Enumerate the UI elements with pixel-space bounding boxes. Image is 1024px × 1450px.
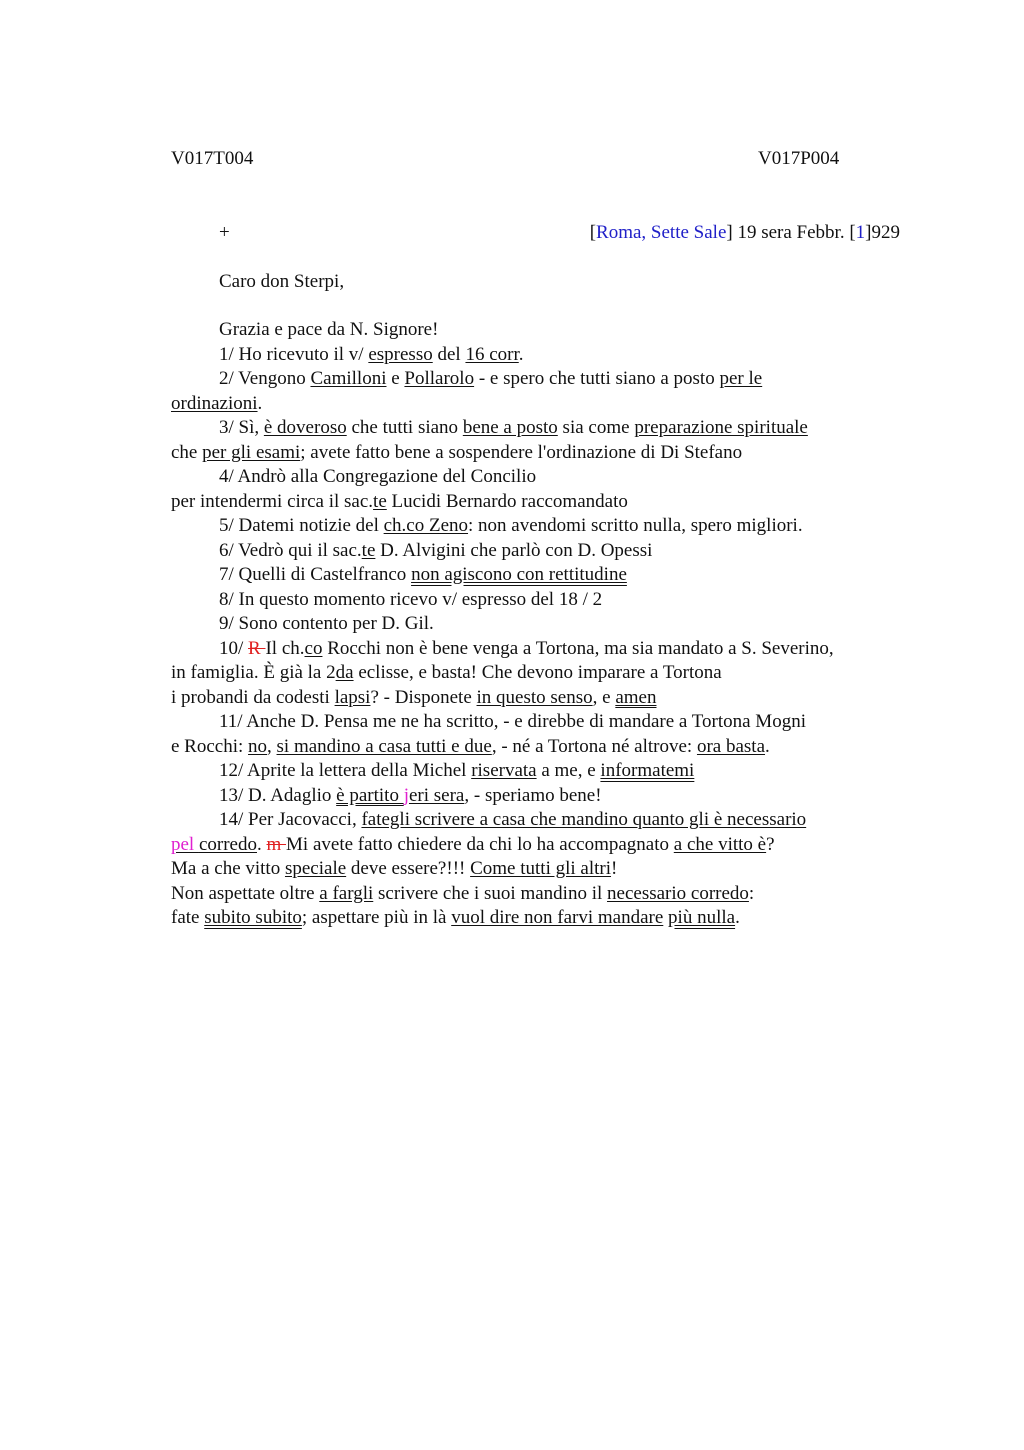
letter-line [171,539,911,564]
text-segment: amen [615,686,657,708]
text-segment: fate [171,907,205,928]
letter-line [171,710,911,735]
letter-line [171,612,911,637]
text-segment: che tutti siano [346,417,463,438]
text-segment: ! [611,858,618,879]
letter-line [171,833,911,858]
letter-line [171,661,911,686]
text-segment: ; avete fatto bene a sospendere l'ordinazione di Di Stefano [300,441,743,463]
text-segment: 7/ Quelli di Castelfranco [219,564,412,585]
text-segment: D. Alvigini che parlò con D. Opessi [375,539,653,561]
dateline-year-insert: 1 [855,222,866,243]
text-segment: . [257,833,267,855]
text-segment: , e [592,686,616,708]
text-segment: è partito [336,784,404,806]
text-segment: 10/ [219,637,249,659]
text-segment: lapsi [334,686,371,708]
letter-line [171,686,911,711]
text-segment: co [304,637,323,659]
text-segment: ordinazioni [171,392,258,414]
dateline-date: 19 sera Febbr. [737,222,845,243]
text-segment: Rocchi non è bene venga a Tortona, ma sia mandato a S. Severino, [322,637,834,659]
text-segment: per gli esami [202,441,301,463]
text-segment: 11/ Anche D. Pensa me ne ha scritto, - e direbbe di mandare a Tortona Mogni [219,711,806,732]
dateline: [Roma, Sette Sale] 19 sera Febbr. [1]929 [589,222,900,243]
text-segment: . [735,907,740,928]
text-segment: vuol dire non farvi mandare [451,907,664,928]
text-segment: ch.co Zeno [383,515,469,536]
letter-line [171,784,911,809]
text-segment: 8/ In questo momento ricevo v/ espresso del 18 / 2 [219,588,603,610]
text-segment: Pollarolo [404,368,475,389]
text-segment: Grazia e pace da N. Signore! [219,319,439,340]
text-segment: i probandi da codesti [171,686,335,708]
text-segment: 4/ Andrò alla Congregazione del Concilio [219,466,537,487]
letter-line [171,637,911,662]
text-segment: 13/ D. Adaglio [219,784,337,806]
letter-line [171,588,911,613]
text-segment: corredo [198,833,257,855]
text-segment: 12/ Aprite la lettera della Michel [219,760,472,781]
text-segment: ; aspettare più in là [301,907,452,928]
text-segment: 3/ Sì, [219,417,264,438]
text-segment: 9/ Sono contento per D. Gil. [219,613,434,634]
text-segment: 1/ Ho ricevuto il v/ [219,343,369,365]
text-segment: a fargli [319,882,374,904]
text-segment: Camilloni [310,368,387,389]
letter-line [171,563,911,588]
text-segment: riservata [471,760,537,781]
letter-line [171,416,911,441]
text-segment: 6/ Vedrò qui il sac. [219,539,362,561]
text-segment: e [386,368,405,389]
text-segment: in famiglia. È già la 2 [171,662,336,683]
text-segment: per le [719,368,763,389]
text-segment: , [267,735,277,757]
letter-body [171,318,911,931]
document-code-left: V017T004 [171,148,254,169]
text-segment: si mandino a casa tutti e due [276,735,492,757]
text-segment: ? [766,833,775,855]
text-segment: in questo senso [476,686,593,708]
letter-line [171,465,911,490]
text-segment: 2/ Vengono [219,368,311,389]
text-segment: è doveroso [263,417,347,438]
text-segment: : non avendomi scritto nulla, spero migliori. [468,515,803,536]
deleted-text: R [248,637,266,659]
text-segment: ora basta [696,735,766,757]
text-segment: necessario corredo [607,882,749,904]
salutation: Caro don Sterpi, [219,271,345,292]
text-segment: : [748,882,755,904]
text-segment: espresso [368,343,433,365]
text-segment: Lucidi Bernardo raccomandato [386,490,628,512]
text-segment: te [361,539,376,561]
letter-line [171,735,911,760]
added-text: j [403,784,409,806]
text-segment: eclisse, e basta! Che devono imparare a Tortona [353,662,722,683]
text-segment: Il ch. [265,637,305,659]
text-segment: Ma a che vitto [171,858,285,879]
text-segment: deve essere?!!! [346,858,471,879]
document-code-right: V017P004 [758,148,840,169]
dateline-year: 929 [871,222,900,243]
text-segment: preparazione spirituale [634,417,808,438]
letter-line [171,759,911,784]
text-segment: te [373,490,387,512]
text-segment: . [765,735,770,757]
text-segment: da [335,662,354,683]
text-segment: fategli scrivere a casa che mandino quanto gli è necessario [361,809,807,830]
deleted-text: m [266,833,287,855]
text-segment: e Rocchi: [171,735,249,757]
text-segment: per intendermi circa il sac. [171,490,374,512]
letter-line [171,343,911,368]
text-segment: . [518,343,524,365]
text-segment: bene a posto [462,417,558,438]
letter-line [171,906,911,931]
added-text: pel [171,833,199,855]
text-segment: no [248,735,268,757]
text-segment: Mi avete fatto chiedere da chi lo ha accompagnato [286,833,674,855]
text-segment: speciale [284,858,347,879]
letter-line [171,392,911,417]
text-segment: , - speriamo bene! [464,784,602,806]
text-segment: informatemi [600,760,695,781]
text-segment: 5/ Datemi notizie del [219,515,384,536]
greeting-line [171,318,911,343]
text-segment: a che vitto è [673,833,767,855]
cross-mark: + [219,222,230,243]
letter-line [171,808,911,833]
text-segment: , - né a Tortona né altrove: [491,735,697,757]
text-segment: scrivere che i suoi mandino il [373,882,608,904]
text-segment: più nulla [668,907,736,928]
letter-line [171,490,911,515]
text-segment: del [432,343,466,365]
dateline-place: Roma, Sette Sale [596,222,727,243]
letter-line [171,441,911,466]
text-segment: 14/ Per Jacovacci, [219,809,362,830]
text-segment: subito subito [204,907,302,928]
letter-line [171,882,911,907]
text-segment: - e spero che tutti siano a posto [474,368,720,389]
letter-line [171,367,911,392]
text-segment: sia come [557,417,635,438]
text-segment: Non aspettate oltre [171,882,320,904]
text-segment: che [171,441,203,463]
text-segment: 16 corr [465,343,519,365]
text-segment: ? - Disponete [370,686,477,708]
letter-line [171,514,911,539]
text-segment: . [257,392,263,414]
text-segment: Come tutti gli altri [470,858,612,879]
letter-line [171,857,911,882]
text-segment: eri sera [408,784,465,806]
text-segment: non agiscono con rettitudine [411,564,627,585]
text-segment: a me, e [536,760,601,781]
